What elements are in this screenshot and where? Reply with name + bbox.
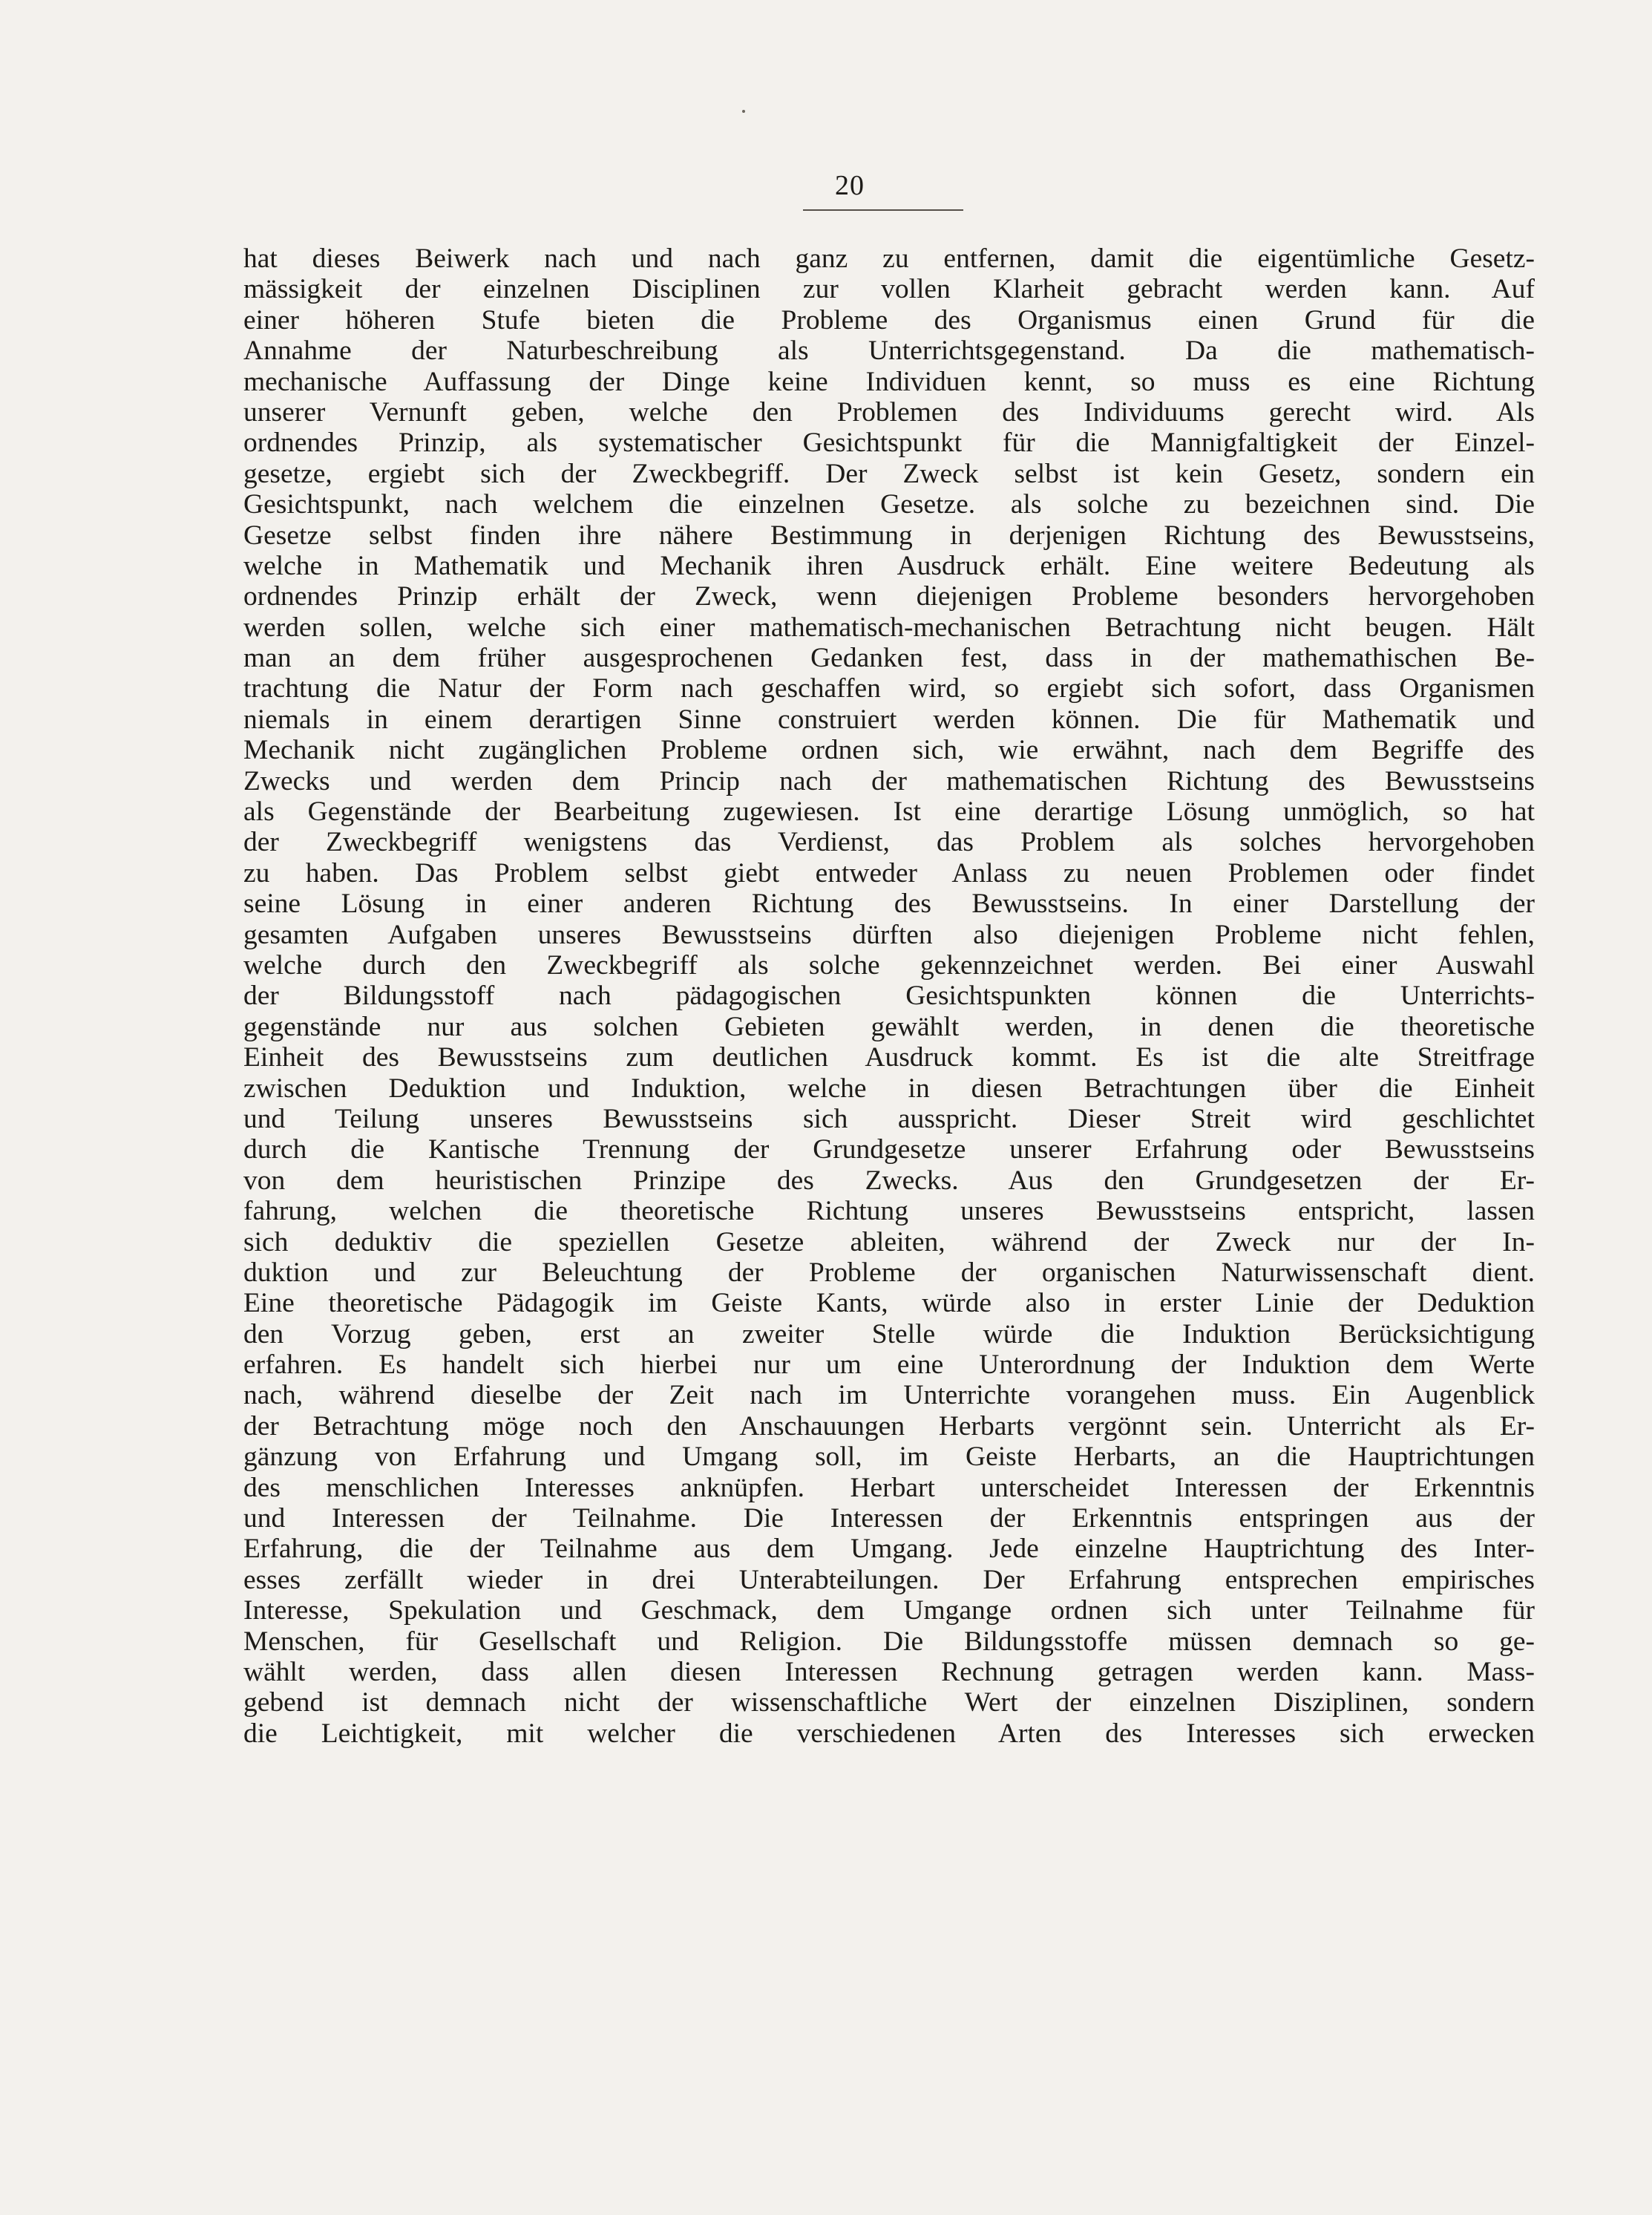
text-line: von dem heuristischen Prinzipe des Zwecks. Aus den Grundgesetzen der Er- [243,1165,1535,1196]
text-line: die Leichtigkeit, mit welcher die verschiedenen Arten des Interesses sich erwecken [243,1718,1535,1749]
text-line: Interesse, Spekulation und Geschmack, dem Umgange ordnen sich unter Teilnahme für [243,1595,1535,1626]
text-line: als Gegenstände der Bearbeitung zugewiesen. Ist eine derartige Lösung unmöglich, so hat [243,796,1535,828]
text-line: Erfahrung, die der Teilnahme aus dem Umgang. Jede einzelne Hauptrichtung des Inter- [243,1534,1535,1565]
text-line: mässigkeit der einzelnen Disciplinen zur vollen Klarheit gebracht werden kann. Auf [243,274,1535,305]
text-line: gebend ist demnach nicht der wissenschaftliche Wert der einzelnen Disziplinen, sondern [243,1687,1535,1718]
text-line: trachtung die Natur der Form nach geschaffen wird, so ergiebt sich sofort, dass Organismen [243,673,1535,704]
text-line: wählt werden, dass allen diesen Interessen Rechnung getragen werden kann. Mass- [243,1656,1535,1687]
text-line: Eine theoretische Pädagogik im Geiste Kants, würde also in erster Linie der Deduktion [243,1288,1535,1319]
text-line: nach, während dieselbe der Zeit nach im Unterrichte vorangehen muss. Ein Augenblick [243,1380,1535,1411]
text-line: werden sollen, welche sich einer mathematisch-mechanischen Betrachtung nicht beugen. Hält [243,612,1535,643]
page-number-rule [803,209,963,211]
text-line: einer höheren Stufe bieten die Probleme des Organismus einen Grund für die [243,304,1535,336]
text-line: niemals in einem derartigen Sinne construiert werden können. Die für Mathematik und [243,704,1535,735]
text-line: welche in Mathematik und Mechanik ihren Ausdruck erhält. Eine weitere Bedeutung als [243,550,1535,581]
text-line: gänzung von Erfahrung und Umgang soll, im Geiste Herbarts, an die Hauptrichtungen [243,1442,1535,1473]
text-line: der Betrachtung möge noch den Anschauungen Herbarts vergönnt sein. Unterricht als Er- [243,1410,1535,1442]
text-line: duktion und zur Beleuchtung der Probleme der organischen Naturwissenschaft dient. [243,1257,1535,1288]
text-line: gesamten Aufgaben unseres Bewusstseins dürften also diejenigen Probleme nicht fehlen, [243,919,1535,950]
page-number: 20 [835,170,865,201]
text-line: Annahme der Naturbeschreibung als Unterrichtsgegenstand. Da die mathematisch- [243,336,1535,367]
text-line: sich deduktiv die speziellen Gesetze ableiten, während der Zweck nur der In- [243,1226,1535,1257]
text-line: gegenstände nur aus solchen Gebieten gewählt werden, in denen die theoretische [243,1011,1535,1042]
text-line: fahrung, welchen die theoretische Richtung unseres Bewusstseins entspricht, lassen [243,1196,1535,1227]
text-line: man an dem früher ausgesprochenen Gedanken fest, dass in der mathemathischen Be- [243,643,1535,674]
text-line: zwischen Deduktion und Induktion, welche in diesen Betrachtungen über die Einheit [243,1073,1535,1104]
text-line: und Interessen der Teilnahme. Die Interessen der Erkenntnis entspringen aus der [243,1503,1535,1534]
text-line: ordnendes Prinzip erhält der Zweck, wenn diejenigen Probleme besonders hervorgehoben [243,581,1535,612]
text-line: Menschen, für Gesellschaft und Religion. Die Bildungsstoffe müssen demnach so ge- [243,1626,1535,1657]
text-line: erfahren. Es handelt sich hierbei nur um eine Unterordnung der Induktion dem Werte [243,1349,1535,1381]
text-line: seine Lösung in einer anderen Richtung des Bewusstseins. In einer Darstellung der [243,889,1535,920]
text-line: unserer Vernunft geben, welche den Problemen des Individuums gerecht wird. Als [243,396,1535,428]
text-line: hat dieses Beiwerk nach und nach ganz zu entfernen, damit die eigentümliche Gesetz- [243,243,1535,274]
text-line: durch die Kantische Trennung der Grundgesetze unserer Erfahrung oder Bewusstseins [243,1134,1535,1165]
text-line: welche durch den Zweckbegriff als solche gekennzeichnet werden. Bei einer Auswahl [243,949,1535,981]
text-line: Mechanik nicht zugänglichen Probleme ordnen sich, wie erwähnt, nach dem Begriffe des [243,735,1535,766]
text-line: den Vorzug geben, erst an zweiter Stelle würde die Induktion Berücksichtigung [243,1318,1535,1349]
text-line: ordnendes Prinzip, als systematischer Gesichtspunkt für die Mannigfaltigkeit der Einzel- [243,428,1535,459]
text-line: des menschlichen Interesses anknüpfen. Herbart unterscheidet Interessen der Erkenntnis [243,1472,1535,1503]
text-line: Gesetze selbst finden ihre nähere Bestimmung in derjenigen Richtung des Bewusstseins, [243,520,1535,551]
text-line: und Teilung unseres Bewusstseins sich ausspricht. Dieser Streit wird geschlichtet [243,1103,1535,1134]
text-line: zu haben. Das Problem selbst giebt entweder Anlass zu neuen Problemen oder findet [243,857,1535,889]
text-line: gesetze, ergiebt sich der Zweckbegriff. Der Zweck selbst ist kein Gesetz, sondern ein [243,458,1535,489]
text-line: der Zweckbegriff wenigstens das Verdienst, das Problem als solches hervorgehoben [243,827,1535,858]
text-line: Zwecks und werden dem Princip nach der mathematischen Richtung des Bewusstseins [243,765,1535,796]
text-line: Einheit des Bewusstseins zum deutlichen Ausdruck kommt. Es ist die alte Streitfrage [243,1042,1535,1073]
text-line: der Bildungsstoff nach pädagogischen Gesichtspunkten können die Unterrichts- [243,981,1535,1012]
body-text [243,243,1535,1749]
scan-speck [742,110,745,113]
text-line: esses zerfällt wieder in drei Unterabteilungen. Der Erfahrung entsprechen empirisches [243,1564,1535,1595]
text-line: mechanische Auffassung der Dinge keine Individuen kennt, so muss es eine Richtung [243,366,1535,397]
text-line: Gesichtspunkt, nach welchem die einzelnen Gesetze. als solche zu bezeichnen sind. Die [243,489,1535,520]
